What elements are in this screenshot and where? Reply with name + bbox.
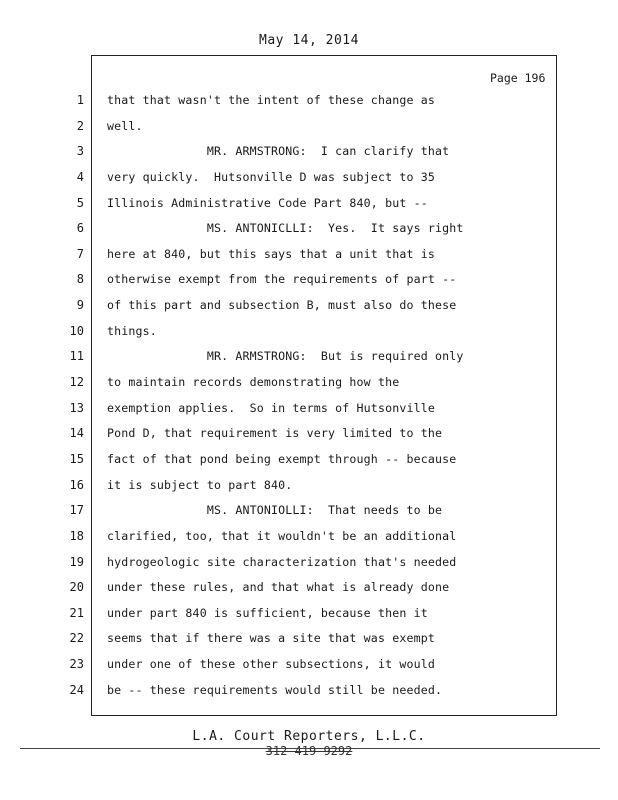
transcript-line: under part 840 is sufficient, because then it xyxy=(107,605,428,620)
line-number: 24 xyxy=(69,682,84,697)
line-number: 10 xyxy=(69,323,84,338)
transcript-line: things. xyxy=(107,323,157,338)
line-number: 11 xyxy=(69,349,84,364)
line-number-column xyxy=(60,88,84,703)
transcript-line: Illinois Administrative Code Part 840, but -- xyxy=(107,195,428,210)
line-number: 1 xyxy=(76,93,84,107)
transcript-line: MS. ANTONIOLLI: That needs to be xyxy=(107,503,443,518)
line-number: 7 xyxy=(76,246,84,261)
footer-phone: 312-419-9292 xyxy=(265,744,353,758)
footer-company: L.A. Court Reporters, L.L.C. xyxy=(192,729,426,744)
transcript-line: it is subject to part 840. xyxy=(107,477,293,492)
line-number: 4 xyxy=(76,169,84,184)
transcript-line: of this part and subsection B, must also do these xyxy=(107,298,457,313)
line-number: 5 xyxy=(76,195,84,210)
transcript-line: MR. ARMSTRONG: But is required only xyxy=(107,349,464,364)
line-number: 16 xyxy=(69,477,84,492)
transcript-line: be -- these requirements would still be needed. xyxy=(107,682,443,697)
line-number: 12 xyxy=(69,375,84,390)
transcript-line: under one of these other subsections, it would xyxy=(107,657,435,672)
transcript-line: MR. ARMSTRONG: I can clarify that xyxy=(107,144,450,159)
line-number: 17 xyxy=(69,503,84,518)
transcript-line: very quickly. Hutsonville D was subject to 35 xyxy=(107,169,435,184)
transcript-line: exemption applies. So in terms of Hutsonville xyxy=(107,400,435,415)
transcript-line: clarified, too, that it wouldn't be an additional xyxy=(107,528,457,543)
transcript-line: Pond D, that requirement is very limited to the xyxy=(107,426,443,441)
line-number: 23 xyxy=(69,657,84,672)
transcript-line: otherwise exempt from the requirements of part -- xyxy=(107,272,457,287)
transcript-line: that that wasn't the intent of these change as xyxy=(107,93,435,107)
line-number: 3 xyxy=(76,144,84,159)
line-number: 19 xyxy=(69,554,84,569)
line-number: 2 xyxy=(76,118,84,133)
line-number: 15 xyxy=(69,451,84,466)
transcript-line: fact of that pond being exempt through -- because xyxy=(107,451,457,466)
transcript-line: well. xyxy=(107,118,143,133)
line-number: 9 xyxy=(76,298,84,313)
page-number: Page 196 xyxy=(490,71,546,85)
transcript-body xyxy=(107,88,547,703)
transcript-line: hydrogeologic site characterization that's needed xyxy=(107,554,457,569)
line-number: 20 xyxy=(69,580,84,595)
line-number: 13 xyxy=(69,400,84,415)
transcript-line: MS. ANTONICLLI: Yes. It says right xyxy=(107,221,464,236)
line-number: 18 xyxy=(69,528,84,543)
line-number: 6 xyxy=(76,221,84,236)
transcript-line: here at 840, but this says that a unit that is xyxy=(107,246,435,261)
header-date: May 14, 2014 xyxy=(259,33,359,48)
transcript-line: under these rules, and that what is already done xyxy=(107,580,450,595)
line-number: 22 xyxy=(69,631,84,646)
line-number: 8 xyxy=(76,272,84,287)
transcript-line: seems that if there was a site that was exempt xyxy=(107,631,435,646)
transcript-line: to maintain records demonstrating how the xyxy=(107,375,400,390)
line-number: 21 xyxy=(69,605,84,620)
line-number: 14 xyxy=(69,426,84,441)
